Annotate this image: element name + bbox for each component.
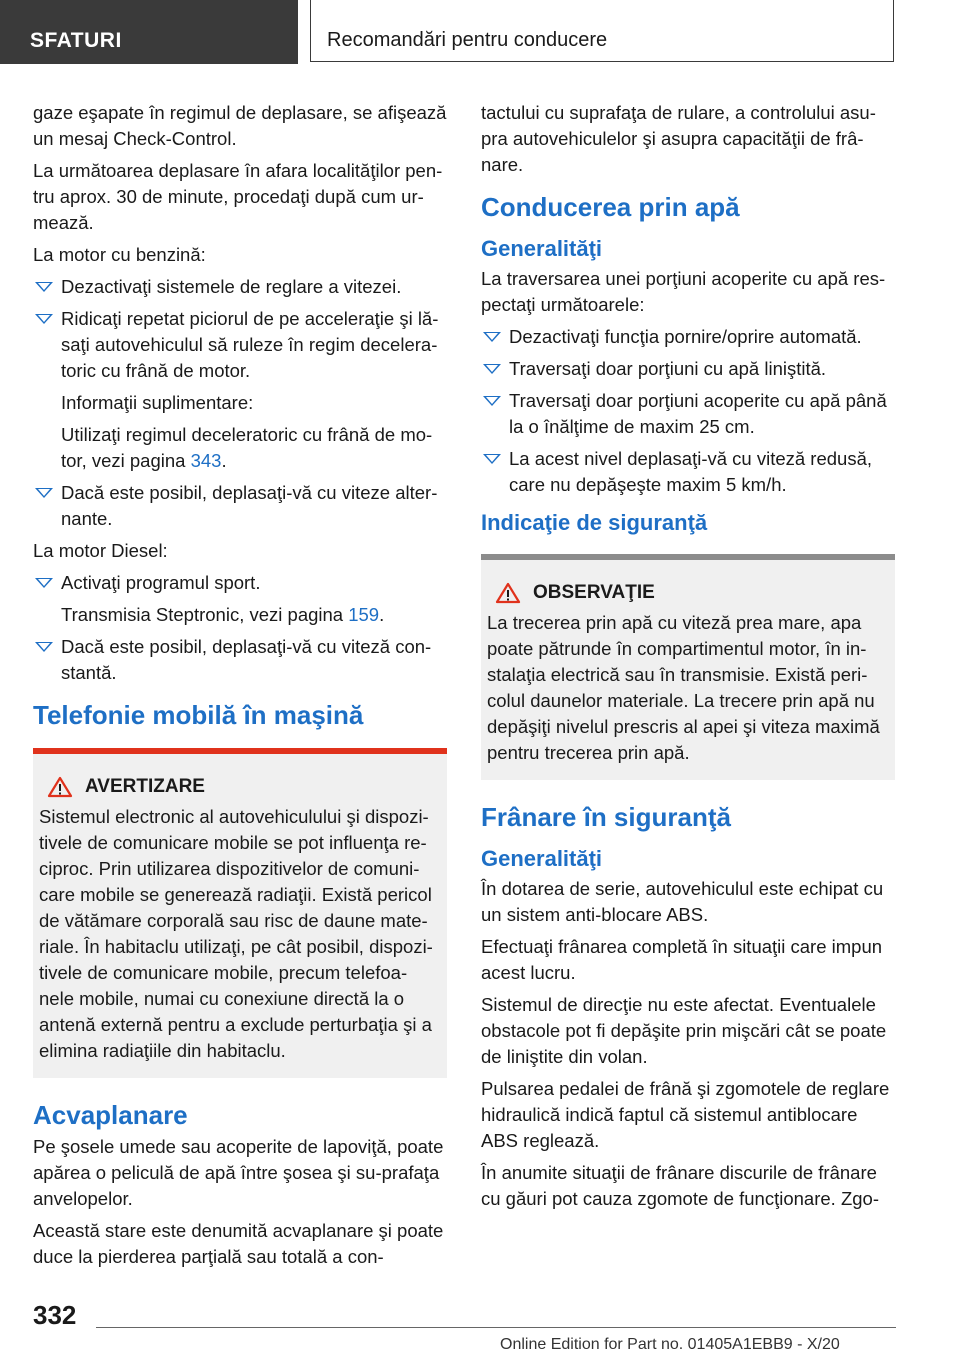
warning-title-row (39, 754, 441, 804)
diesel-list (33, 570, 447, 686)
paragraph: gaze eşapate în regimul de deplasare, se afişează un mesaj Check-Control. (33, 102, 447, 149)
paragraph: Pulsarea pedalei de frână şi zgomotele de reglare hidraulică indică faptul că sistemul antiblocare ABS reglează. (481, 1078, 890, 1151)
chapter-title: Recomandări pentru conducere (327, 29, 608, 51)
list-item: Dacă este posibil, deplasaţi-vă cu viteză con‐stantă. (33, 634, 447, 686)
warning-triangle-icon (495, 582, 521, 604)
warning-triangle-icon (47, 776, 73, 798)
paragraph: La motor cu benzină: (33, 244, 206, 265)
extra-info-text: Transmisia Steptronic, vezi pagina 159. (61, 604, 385, 625)
heading-general: Generalităţi (481, 236, 603, 261)
extra-info-title: Informaţii suplimentare: (61, 392, 254, 413)
triangle-bullet-icon (35, 642, 53, 652)
list-item: Dezactivaţi funcţia pornire/oprire automată. (481, 324, 895, 350)
triangle-bullet-icon (35, 282, 53, 292)
list-item: Activaţi programul sport. Transmisia Steptronic, vezi pagina 159. (33, 570, 447, 628)
section-tab (0, 0, 298, 64)
heading-safe-braking: Frânare în siguranţă (481, 802, 731, 832)
paragraph: Sistemul de direcţie nu este afectat. Eventualele obstacole pot fi depăşite prin mişcări cât se poate de liniştite din volan. (481, 994, 887, 1067)
heading-mobile-phone: Telefonie mobilă în maşină (33, 700, 364, 730)
paragraph: tactului cu suprafaţa de rulare, a controlului asu‐pra autovehiculelor şi asupra capacităţii de frâ‐nare. (481, 102, 876, 175)
notice-title-row (487, 560, 889, 610)
paragraph: La traversarea unei porţiuni acoperite cu apă res‐pectaţi următoarele: (481, 268, 886, 315)
list-item: Dezactivaţi sistemele de reglare a vitezei. (33, 274, 447, 300)
triangle-bullet-icon (483, 364, 501, 374)
paragraph: La motor Diesel: (33, 540, 168, 561)
triangle-bullet-icon (483, 454, 501, 464)
footer-divider (96, 1327, 896, 1328)
warning-title: AVERTIZARE (85, 776, 205, 797)
paragraph: În anumite situaţii de frânare discurile de frânare cu găuri pot cauza zgomote de funcţionare. Zgo‐ (481, 1162, 879, 1209)
section-title: SFATURI (30, 29, 122, 52)
paragraph: Pe şosele umede sau acoperite de lapoviţă, poate apărea o peliculă de apă între şosea şi su‐prafaţa anvelopelor. (33, 1136, 444, 1209)
notice-text: La trecerea prin apă cu viteză prea mare, apa poate pătrunde în compartimentul motor, în in‐stalaţia electrică sau în transmisie. Există peri‐colul daunelor materiale. La trecere prin apă nu depăşiţi nivelul prescris al apei şi viteza maximă pentru trecerea prin apă. (487, 612, 880, 763)
chapter-tab (310, 0, 894, 62)
notice-title: OBSERVAŢIE (533, 582, 655, 603)
notice-box (481, 554, 895, 780)
right-column (481, 100, 895, 1218)
heading-general: Generalităţi (481, 846, 603, 871)
list-item: Dacă este posibil, deplasaţi-vă cu viteze alter‐nante. (33, 480, 447, 532)
triangle-bullet-icon (35, 314, 53, 324)
page-link[interactable]: 159 (348, 604, 380, 625)
heading-water-driving: Conducerea prin apă (481, 192, 740, 222)
paragraph: La următoarea deplasare în afara localităţilor pen‐tru aprox. 30 de minute, procedaţi după cum ur‐mează. (33, 160, 443, 233)
page-link[interactable]: 343 (190, 450, 222, 471)
list-item: Traversaţi doar porţiuni acoperite cu apă până la o înălţime de maxim 25 cm. (481, 388, 895, 440)
petrol-list (33, 274, 447, 532)
edition-note: Online Edition for Part no. 01405A1EBB9 - X/20 (500, 1336, 840, 1353)
page-number: 332 (33, 1300, 77, 1330)
list-item: Traversaţi doar porţiuni cu apă liniştită. (481, 356, 895, 382)
list-item: La acest nivel deplasaţi-vă cu viteză redusă, care nu depăşeşte maxim 5 km/h. (481, 446, 895, 498)
warning-text: Sistemul electronic al autovehiculului şi dispozi‐tivele de comunicare mobile se pot influenţa re‐ciproc. Prin utilizarea dispozitivelor de comuni‐care mobile se generează radiaţii. Există pericol de vătămare corporală sau risc de daune mate‐riale. În habitaclu utilizaţi, pe cât posibil, dispozi‐tivele de comunicare mobile, precum telefoa‐nele mobile, numai cu conexiune directă la o antenă externă pentru a exclude perturbaţia şi a elimina radiaţiile din habitaclu. (39, 806, 433, 1061)
triangle-bullet-icon (35, 578, 53, 588)
paragraph: Efectuaţi frânarea completă în situaţii care impun acest lucru. (481, 936, 883, 983)
heading-safety: Indicaţie de siguranţă (481, 510, 708, 535)
paragraph: Această stare este denumită acvaplanare şi poate duce la pierderea parţială sau totală a con‐ (33, 1220, 444, 1267)
triangle-bullet-icon (483, 396, 501, 406)
extra-info-text: Utilizaţi regimul deceleratoric cu frână de mo‐tor, vezi pagina 343. (61, 424, 433, 471)
triangle-bullet-icon (483, 332, 501, 342)
list-item: Ridicaţi repetat piciorul de pe acceleraţie şi lă‐saţi autovehiculul să ruleze în regim decelera‐toric cu frână de motor. Informaţii suplimentare: Utilizaţi regimul deceleratoric cu frână de mo‐tor, vezi pagina 343. (33, 306, 447, 474)
left-column (33, 100, 447, 1276)
water-list (481, 324, 895, 498)
heading-aquaplaning: Acvaplanare (33, 1100, 188, 1130)
paragraph: În dotarea de serie, autovehiculul este echipat cu un sistem anti-blocare ABS. (481, 878, 884, 925)
triangle-bullet-icon (35, 488, 53, 498)
warning-box (33, 748, 447, 1078)
